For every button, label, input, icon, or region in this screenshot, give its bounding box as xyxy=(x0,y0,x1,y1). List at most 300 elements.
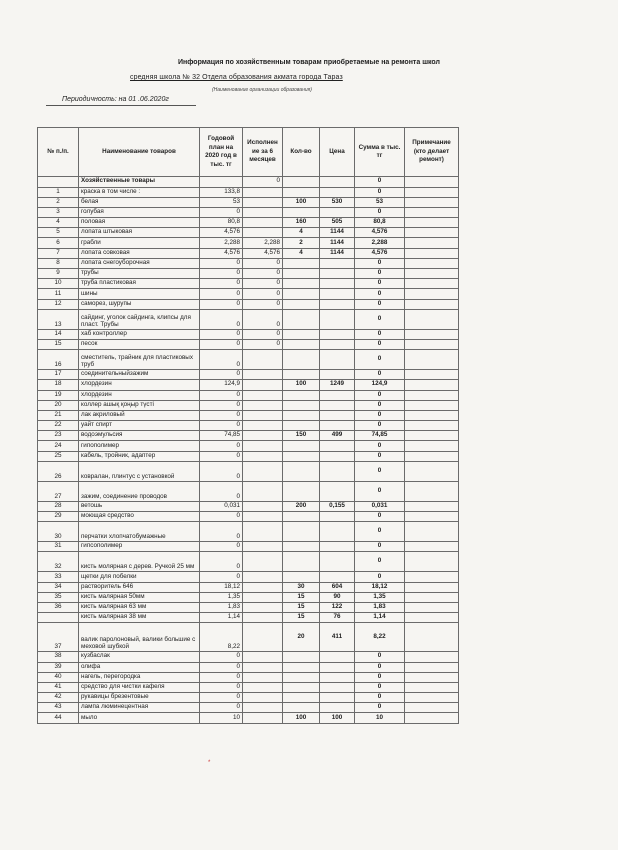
cell-exec xyxy=(243,481,283,501)
cell-price: 100 xyxy=(320,713,355,723)
section-label: Хозяйственные товары xyxy=(79,177,200,188)
period-label: Периодичность: на 01 .06.2020г xyxy=(62,96,169,103)
cell-qty xyxy=(283,451,320,461)
cell-note xyxy=(405,370,459,380)
cell-exec xyxy=(243,623,283,652)
cell-exec xyxy=(243,592,283,602)
cell-exec: 0 xyxy=(243,339,283,349)
cell-note xyxy=(405,187,459,197)
cell-qty xyxy=(283,662,320,672)
cell-number: 29 xyxy=(38,512,79,522)
table-row xyxy=(38,572,459,582)
cell-plan: 0 xyxy=(200,662,243,672)
cell-exec xyxy=(243,662,283,672)
cell-exec xyxy=(243,602,283,612)
table-row xyxy=(38,350,459,370)
cell-number: 1 xyxy=(38,187,79,197)
section-sum: 0 xyxy=(355,177,405,188)
cell-price: 411 xyxy=(320,623,355,652)
cell-name: средство для чистки кафеля xyxy=(79,682,200,692)
section-exec: 0 xyxy=(243,177,283,188)
cell-name: щетки для побелки xyxy=(79,572,200,582)
table-row xyxy=(38,207,459,217)
cell-sum: 0 xyxy=(355,693,405,703)
cell-qty xyxy=(283,461,320,481)
cell-number: 14 xyxy=(38,329,79,339)
cell-number: 32 xyxy=(38,552,79,572)
cell-note xyxy=(405,662,459,672)
cell-note xyxy=(405,623,459,652)
cell-sum: 0 xyxy=(355,410,405,420)
cell-name: гипополимер xyxy=(79,441,200,451)
cell-exec xyxy=(243,552,283,572)
cell-number: 8 xyxy=(38,258,79,268)
cell-plan: 0 xyxy=(200,693,243,703)
cell-plan: 80,8 xyxy=(200,218,243,228)
cell-plan: 0 xyxy=(200,682,243,692)
cell-exec xyxy=(243,218,283,228)
cell-note xyxy=(405,248,459,258)
cell-note xyxy=(405,552,459,572)
table-row xyxy=(38,400,459,410)
cell-name: хлордезин xyxy=(79,390,200,400)
cell-plan: 0 xyxy=(200,339,243,349)
cell-price xyxy=(320,481,355,501)
cell-name: растворитель 646 xyxy=(79,582,200,592)
cell-name: лак акриловый xyxy=(79,410,200,420)
section-cell-qty xyxy=(283,177,320,188)
cell-plan: 0 xyxy=(200,269,243,279)
cell-plan: 0 xyxy=(200,258,243,268)
cell-number: 12 xyxy=(38,299,79,309)
cell-price xyxy=(320,512,355,522)
cell-exec xyxy=(243,672,283,682)
cell-sum: 0 xyxy=(355,370,405,380)
cell-sum: 0 xyxy=(355,329,405,339)
cell-note xyxy=(405,309,459,329)
cell-note xyxy=(405,400,459,410)
cell-exec: 0 xyxy=(243,269,283,279)
cell-name: лопата снегоуборочная xyxy=(79,258,200,268)
cell-sum: 53 xyxy=(355,197,405,207)
table-row xyxy=(38,672,459,682)
cell-plan: 74,85 xyxy=(200,431,243,441)
cell-qty xyxy=(283,187,320,197)
cell-note xyxy=(405,451,459,461)
cell-sum: 4,576 xyxy=(355,248,405,258)
cell-note xyxy=(405,613,459,623)
table-row xyxy=(38,289,459,299)
cell-price xyxy=(320,370,355,380)
cell-exec xyxy=(243,421,283,431)
cell-sum: 0 xyxy=(355,542,405,552)
cell-note xyxy=(405,350,459,370)
cell-plan: 0 xyxy=(200,370,243,380)
cell-sum: 1,83 xyxy=(355,602,405,612)
cell-exec xyxy=(243,207,283,217)
cell-qty: 4 xyxy=(283,248,320,258)
cell-price xyxy=(320,662,355,672)
cell-qty xyxy=(283,672,320,682)
cell-exec xyxy=(243,350,283,370)
cell-price: 530 xyxy=(320,197,355,207)
table-row xyxy=(38,269,459,279)
table-row xyxy=(38,218,459,228)
cell-name: олифа xyxy=(79,662,200,672)
cell-plan: 0 xyxy=(200,309,243,329)
cell-note xyxy=(405,431,459,441)
cell-note xyxy=(405,542,459,552)
cell-plan: 1,83 xyxy=(200,602,243,612)
cell-note xyxy=(405,592,459,602)
cell-plan: 133,8 xyxy=(200,187,243,197)
cell-exec xyxy=(243,501,283,511)
table-row xyxy=(38,258,459,268)
table-row xyxy=(38,329,459,339)
cell-price xyxy=(320,672,355,682)
cell-name: хаб контроллер xyxy=(79,329,200,339)
goods-table xyxy=(37,127,459,724)
cell-price xyxy=(320,309,355,329)
cell-price: 499 xyxy=(320,431,355,441)
cell-exec: 4,576 xyxy=(243,248,283,258)
cell-number: 9 xyxy=(38,269,79,279)
cell-number: 21 xyxy=(38,410,79,420)
cell-price xyxy=(320,269,355,279)
cell-qty xyxy=(283,481,320,501)
cell-qty xyxy=(283,390,320,400)
table-row xyxy=(38,370,459,380)
cell-qty xyxy=(283,522,320,542)
cell-plan: 0 xyxy=(200,672,243,682)
cell-name: мыло xyxy=(79,713,200,723)
table-row xyxy=(38,309,459,329)
cell-plan: 0 xyxy=(200,400,243,410)
cell-name: саморез, шурупы xyxy=(79,299,200,309)
cell-number: 26 xyxy=(38,461,79,481)
cell-sum: 0 xyxy=(355,461,405,481)
cell-number: 19 xyxy=(38,390,79,400)
cell-plan: 0 xyxy=(200,350,243,370)
cell-qty xyxy=(283,572,320,582)
table-row xyxy=(38,582,459,592)
cell-name: краска в том числе : xyxy=(79,187,200,197)
cell-number: 30 xyxy=(38,522,79,542)
cell-note xyxy=(405,713,459,723)
cell-note xyxy=(405,218,459,228)
cell-exec xyxy=(243,380,283,390)
cell-price xyxy=(320,693,355,703)
cell-note xyxy=(405,572,459,582)
col-header-name: Наименование товаров xyxy=(79,128,200,177)
cell-sum: 0 xyxy=(355,672,405,682)
cell-price xyxy=(320,390,355,400)
cell-price: 1144 xyxy=(320,248,355,258)
cell-plan: 2,288 xyxy=(200,238,243,248)
table-row xyxy=(38,410,459,420)
cell-sum: 80,8 xyxy=(355,218,405,228)
org-note: (Наименование организации образования) xyxy=(212,87,312,93)
cell-plan: 1,35 xyxy=(200,592,243,602)
cell-sum: 124,9 xyxy=(355,380,405,390)
col-header-price: Цена xyxy=(320,128,355,177)
cell-note xyxy=(405,672,459,682)
cell-note xyxy=(405,228,459,238)
table-row xyxy=(38,228,459,238)
table-row xyxy=(38,390,459,400)
cell-sum: 4,576 xyxy=(355,228,405,238)
cell-name: коллер ашық қоңыр түсті xyxy=(79,400,200,410)
col-header-sum: Сумма в тыс. тг xyxy=(355,128,405,177)
cell-exec xyxy=(243,652,283,662)
cell-sum: 0 xyxy=(355,207,405,217)
cell-note xyxy=(405,299,459,309)
cell-sum: 0 xyxy=(355,289,405,299)
cell-note xyxy=(405,329,459,339)
cell-name: труба пластиковая xyxy=(79,279,200,289)
cell-price: 1144 xyxy=(320,238,355,248)
col-header-qty: Кол-во xyxy=(283,128,320,177)
cell-number: 35 xyxy=(38,592,79,602)
cell-name: кисть малярная 50мм xyxy=(79,592,200,602)
cell-qty: 100 xyxy=(283,380,320,390)
cell-number xyxy=(38,613,79,623)
cell-number: 5 xyxy=(38,228,79,238)
cell-note xyxy=(405,582,459,592)
cell-price xyxy=(320,279,355,289)
cell-exec xyxy=(243,228,283,238)
cell-note xyxy=(405,390,459,400)
cell-plan: 0 xyxy=(200,299,243,309)
cell-sum: 0 xyxy=(355,481,405,501)
cell-number: 18 xyxy=(38,380,79,390)
cell-sum: 0 xyxy=(355,552,405,572)
cell-name: кисть малярная 38 мм xyxy=(79,613,200,623)
cell-plan: 0 xyxy=(200,542,243,552)
cell-note xyxy=(405,207,459,217)
cell-qty: 20 xyxy=(283,623,320,652)
table-row xyxy=(38,238,459,248)
cell-plan: 0 xyxy=(200,390,243,400)
cell-qty: 30 xyxy=(283,582,320,592)
cell-plan: 0 xyxy=(200,512,243,522)
cell-plan: 0 xyxy=(200,410,243,420)
table-row xyxy=(38,703,459,713)
cell-sum: 0,031 xyxy=(355,501,405,511)
cell-qty xyxy=(283,279,320,289)
cell-sum: 2,288 xyxy=(355,238,405,248)
cell-name: половая xyxy=(79,218,200,228)
section-cell-price xyxy=(320,177,355,188)
cell-price xyxy=(320,299,355,309)
cell-qty xyxy=(283,350,320,370)
table-row xyxy=(38,602,459,612)
cell-sum: 0 xyxy=(355,682,405,692)
cell-number: 15 xyxy=(38,339,79,349)
cell-sum: 0 xyxy=(355,652,405,662)
cell-note xyxy=(405,522,459,542)
cell-name: белая xyxy=(79,197,200,207)
cell-number: 31 xyxy=(38,542,79,552)
cell-price: 122 xyxy=(320,602,355,612)
school-name: средняя школа № 32 Отдела образования акмата города Тараз xyxy=(130,74,343,81)
cell-exec xyxy=(243,613,283,623)
cell-exec xyxy=(243,703,283,713)
cell-name: ковралан, плинтус с установкой xyxy=(79,461,200,481)
cell-sum: 10 xyxy=(355,713,405,723)
cell-price xyxy=(320,522,355,542)
cell-plan: 0 xyxy=(200,289,243,299)
cell-number: 10 xyxy=(38,279,79,289)
cell-price xyxy=(320,441,355,451)
cell-exec: 0 xyxy=(243,309,283,329)
cell-sum: 0 xyxy=(355,451,405,461)
cell-price: 0,155 xyxy=(320,501,355,511)
cell-number: 38 xyxy=(38,652,79,662)
cell-name: кисть малярная 63 мм xyxy=(79,602,200,612)
cell-exec: 0 xyxy=(243,279,283,289)
cell-number: 40 xyxy=(38,672,79,682)
period-underline xyxy=(46,105,196,106)
cell-plan: 0 xyxy=(200,441,243,451)
cell-number: 28 xyxy=(38,501,79,511)
table-row xyxy=(38,613,459,623)
cell-price: 1144 xyxy=(320,228,355,238)
cell-plan: 10 xyxy=(200,713,243,723)
cell-exec xyxy=(243,693,283,703)
cell-qty: 200 xyxy=(283,501,320,511)
section-cell-note xyxy=(405,177,459,188)
cell-note xyxy=(405,703,459,713)
cell-price xyxy=(320,572,355,582)
cell-price xyxy=(320,703,355,713)
cell-name: трубы xyxy=(79,269,200,279)
cell-name: рукавицы брезентовые xyxy=(79,693,200,703)
cell-exec xyxy=(243,410,283,420)
cell-exec xyxy=(243,431,283,441)
cell-exec: 0 xyxy=(243,299,283,309)
cell-sum: 0 xyxy=(355,339,405,349)
col-header-note: Примечание (кто делает ремонт) xyxy=(405,128,459,177)
cell-sum: 0 xyxy=(355,441,405,451)
cell-note xyxy=(405,258,459,268)
cell-qty: 2 xyxy=(283,238,320,248)
cell-name: зажим, соединение проводов xyxy=(79,481,200,501)
cell-plan: 0 xyxy=(200,421,243,431)
cell-number: 44 xyxy=(38,713,79,723)
cell-name: грабли xyxy=(79,238,200,248)
cell-sum: 0 xyxy=(355,512,405,522)
cell-plan: 0 xyxy=(200,481,243,501)
table-row xyxy=(38,713,459,723)
table-row xyxy=(38,522,459,542)
cell-price xyxy=(320,258,355,268)
cell-exec xyxy=(243,441,283,451)
table-row xyxy=(38,652,459,662)
cell-qty: 4 xyxy=(283,228,320,238)
cell-note xyxy=(405,501,459,511)
ink-mark: * xyxy=(208,760,211,766)
cell-note xyxy=(405,512,459,522)
cell-number: 7 xyxy=(38,248,79,258)
cell-number: 13 xyxy=(38,309,79,329)
table-row xyxy=(38,592,459,602)
cell-plan: 0 xyxy=(200,703,243,713)
cell-price xyxy=(320,542,355,552)
table-row xyxy=(38,481,459,501)
cell-note xyxy=(405,693,459,703)
cell-sum: 0 xyxy=(355,400,405,410)
table-row xyxy=(38,279,459,289)
cell-qty xyxy=(283,410,320,420)
cell-qty xyxy=(283,441,320,451)
cell-price xyxy=(320,350,355,370)
cell-number: 34 xyxy=(38,582,79,592)
cell-note xyxy=(405,289,459,299)
cell-exec xyxy=(243,187,283,197)
table-row xyxy=(38,461,459,481)
cell-price xyxy=(320,552,355,572)
cell-price: 604 xyxy=(320,582,355,592)
cell-plan: 4,576 xyxy=(200,248,243,258)
cell-sum: 0 xyxy=(355,421,405,431)
cell-note xyxy=(405,652,459,662)
cell-qty xyxy=(283,682,320,692)
cell-number: 39 xyxy=(38,662,79,672)
cell-plan: 0 xyxy=(200,329,243,339)
cell-qty xyxy=(283,329,320,339)
cell-number: 43 xyxy=(38,703,79,713)
cell-qty xyxy=(283,400,320,410)
cell-price: 90 xyxy=(320,592,355,602)
cell-qty xyxy=(283,289,320,299)
cell-number: 37 xyxy=(38,623,79,652)
table-row xyxy=(38,623,459,652)
cell-name: кузбаслак xyxy=(79,652,200,662)
cell-name: песок xyxy=(79,339,200,349)
cell-name: перчатки хлопчатобумажные xyxy=(79,522,200,542)
cell-qty xyxy=(283,269,320,279)
col-header-exec: Исполнен ие за 6 месяцев xyxy=(243,128,283,177)
cell-name: валик паролоновый, валики большие с меховой шубкой xyxy=(79,623,200,652)
cell-number: 42 xyxy=(38,693,79,703)
section-cell-number xyxy=(38,177,79,188)
cell-number: 3 xyxy=(38,207,79,217)
cell-price: 505 xyxy=(320,218,355,228)
cell-exec xyxy=(243,512,283,522)
cell-plan: 0 xyxy=(200,652,243,662)
table-row xyxy=(38,248,459,258)
cell-plan: 124,9 xyxy=(200,380,243,390)
cell-price: 1249 xyxy=(320,380,355,390)
cell-exec xyxy=(243,713,283,723)
cell-price xyxy=(320,329,355,339)
cell-price: 76 xyxy=(320,613,355,623)
cell-name: сместитель, трайник для пластиковых труб xyxy=(79,350,200,370)
cell-qty: 160 xyxy=(283,218,320,228)
cell-note xyxy=(405,339,459,349)
cell-number: 17 xyxy=(38,370,79,380)
cell-qty xyxy=(283,339,320,349)
cell-price xyxy=(320,461,355,481)
cell-sum: 0 xyxy=(355,309,405,329)
cell-qty xyxy=(283,512,320,522)
cell-name: лопата совковая xyxy=(79,248,200,258)
table-row xyxy=(38,187,459,197)
cell-qty xyxy=(283,309,320,329)
cell-sum: 74,85 xyxy=(355,431,405,441)
cell-plan: 8,22 xyxy=(200,623,243,652)
